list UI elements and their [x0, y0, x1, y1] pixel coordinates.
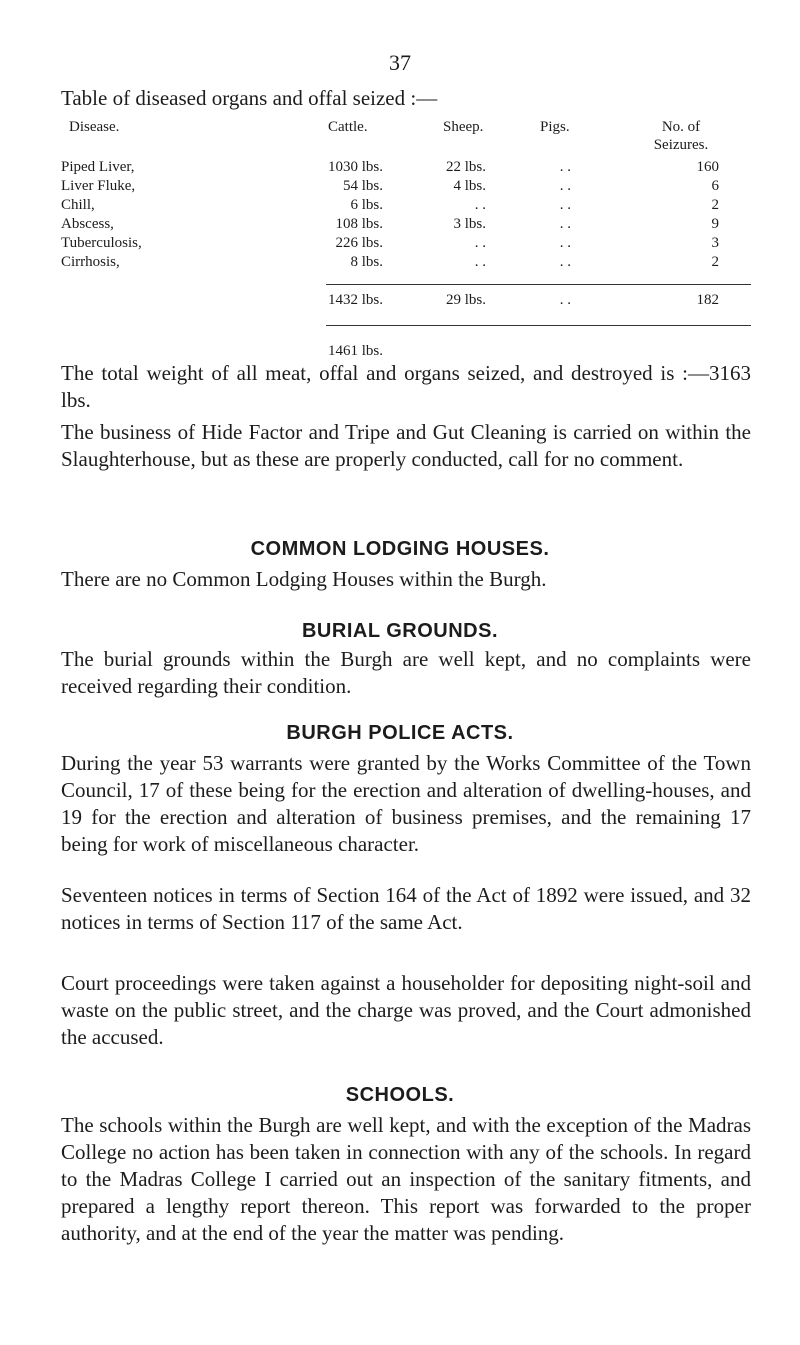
- row-cattle: 108 lbs.: [335, 216, 383, 232]
- paragraph-police-warrants: During the year 53 warrants were granted by the Works Committee of the Town Council, 17 of these being for the erection and alteration of dwelling-houses, and 19 for the erection and alteration of business premises, and the remaining 17 being for work of miscellaneous character.: [61, 751, 751, 856]
- heading-burgh-police-acts: BURGH POLICE ACTS.: [286, 722, 514, 744]
- row-seizures: 9: [711, 216, 719, 232]
- row-sheep: . .: [474, 197, 486, 213]
- row-pigs: . .: [559, 254, 571, 270]
- heading-burial-grounds: BURIAL GROUNDS.: [301, 620, 499, 642]
- paragraph-total-weight: The total weight of all meat, offal and organs seized, and destroyed is :—3163 lbs.: [61, 361, 751, 412]
- row-pigs: . .: [559, 235, 571, 251]
- row-sheep: . .: [474, 235, 486, 251]
- totals-top-rule: [326, 284, 751, 285]
- row-seizures: 2: [711, 254, 719, 270]
- paragraph-schools: The schools within the Burgh are well kept, and with the exception of the Madras College no action has been taken in connection with any of the schools. In regard to the Madras College I carried out an inspection of the sanitary fitments, and prepared a lengthy report thereon. This report was forwarded to the proper authority, and at the end of the year the matter was pending.: [61, 1113, 751, 1245]
- row-sheep: 3 lbs.: [453, 216, 486, 232]
- total-pigs: . .: [559, 292, 571, 308]
- row-disease: Abscess,: [61, 216, 114, 232]
- total-seizures: 182: [696, 292, 719, 308]
- paragraph-hide-factor: The business of Hide Factor and Tripe and Gut Cleaning is carried on within the Slaughterhouse, but as these are properly conducted, call for no comment.: [61, 420, 751, 471]
- header-seizures: No. of: [661, 119, 701, 135]
- row-pigs: . .: [559, 159, 571, 175]
- row-cattle: 226 lbs.: [335, 235, 383, 251]
- row-seizures: 160: [696, 159, 719, 175]
- header-seizures-cont: Seizures.: [653, 137, 709, 153]
- row-disease: Chill,: [61, 197, 95, 213]
- row-disease: Cirrhosis,: [61, 254, 120, 270]
- row-cattle: 6 lbs.: [350, 197, 383, 213]
- paragraph-police-court: Court proceedings were taken against a householder for depositing night-soil and waste on the public street, and the charge was proved, and the Court admonished the accused.: [61, 971, 751, 1049]
- page-number: 37: [389, 50, 411, 75]
- row-pigs: . .: [559, 197, 571, 213]
- paragraph-burial: The burial grounds within the Burgh are well kept, and no complaints were received regarding their condition.: [61, 647, 751, 698]
- row-seizures: 2: [711, 197, 719, 213]
- row-disease: Piped Liver,: [61, 159, 135, 175]
- table-caption: Table of diseased organs and offal seized :—: [61, 86, 438, 110]
- totals-bottom-rule: [326, 325, 751, 326]
- row-cattle: 1030 lbs.: [327, 159, 383, 175]
- row-cattle: 54 lbs.: [342, 178, 383, 194]
- heading-common-lodging-houses: COMMON LODGING HOUSES.: [250, 538, 550, 560]
- row-sheep: 4 lbs.: [453, 178, 486, 194]
- row-sheep: 22 lbs.: [445, 159, 486, 175]
- header-sheep: Sheep.: [443, 119, 484, 135]
- header-disease: Disease.: [69, 119, 120, 135]
- heading-schools: SCHOOLS.: [345, 1084, 455, 1106]
- row-seizures: 3: [711, 235, 719, 251]
- row-pigs: . .: [559, 216, 571, 232]
- header-cattle: Cattle.: [328, 119, 368, 135]
- row-seizures: 6: [711, 178, 719, 194]
- paragraph-lodging: There are no Common Lodging Houses within the Burgh.: [61, 567, 547, 591]
- row-cattle: 8 lbs.: [350, 254, 383, 270]
- row-pigs: . .: [559, 178, 571, 194]
- row-disease: Liver Fluke,: [61, 178, 136, 194]
- row-disease: Tuberculosis,: [61, 235, 142, 251]
- paragraph-police-notices: Seventeen notices in terms of Section 164 of the Act of 1892 were issued, and 32 notices in terms of Section 117 of the same Act.: [61, 883, 751, 934]
- header-pigs: Pigs.: [540, 119, 570, 135]
- total-sheep: 29 lbs.: [445, 292, 486, 308]
- grand-total: 1461 lbs.: [328, 343, 384, 359]
- row-sheep: . .: [474, 254, 486, 270]
- total-cattle: 1432 lbs.: [327, 292, 383, 308]
